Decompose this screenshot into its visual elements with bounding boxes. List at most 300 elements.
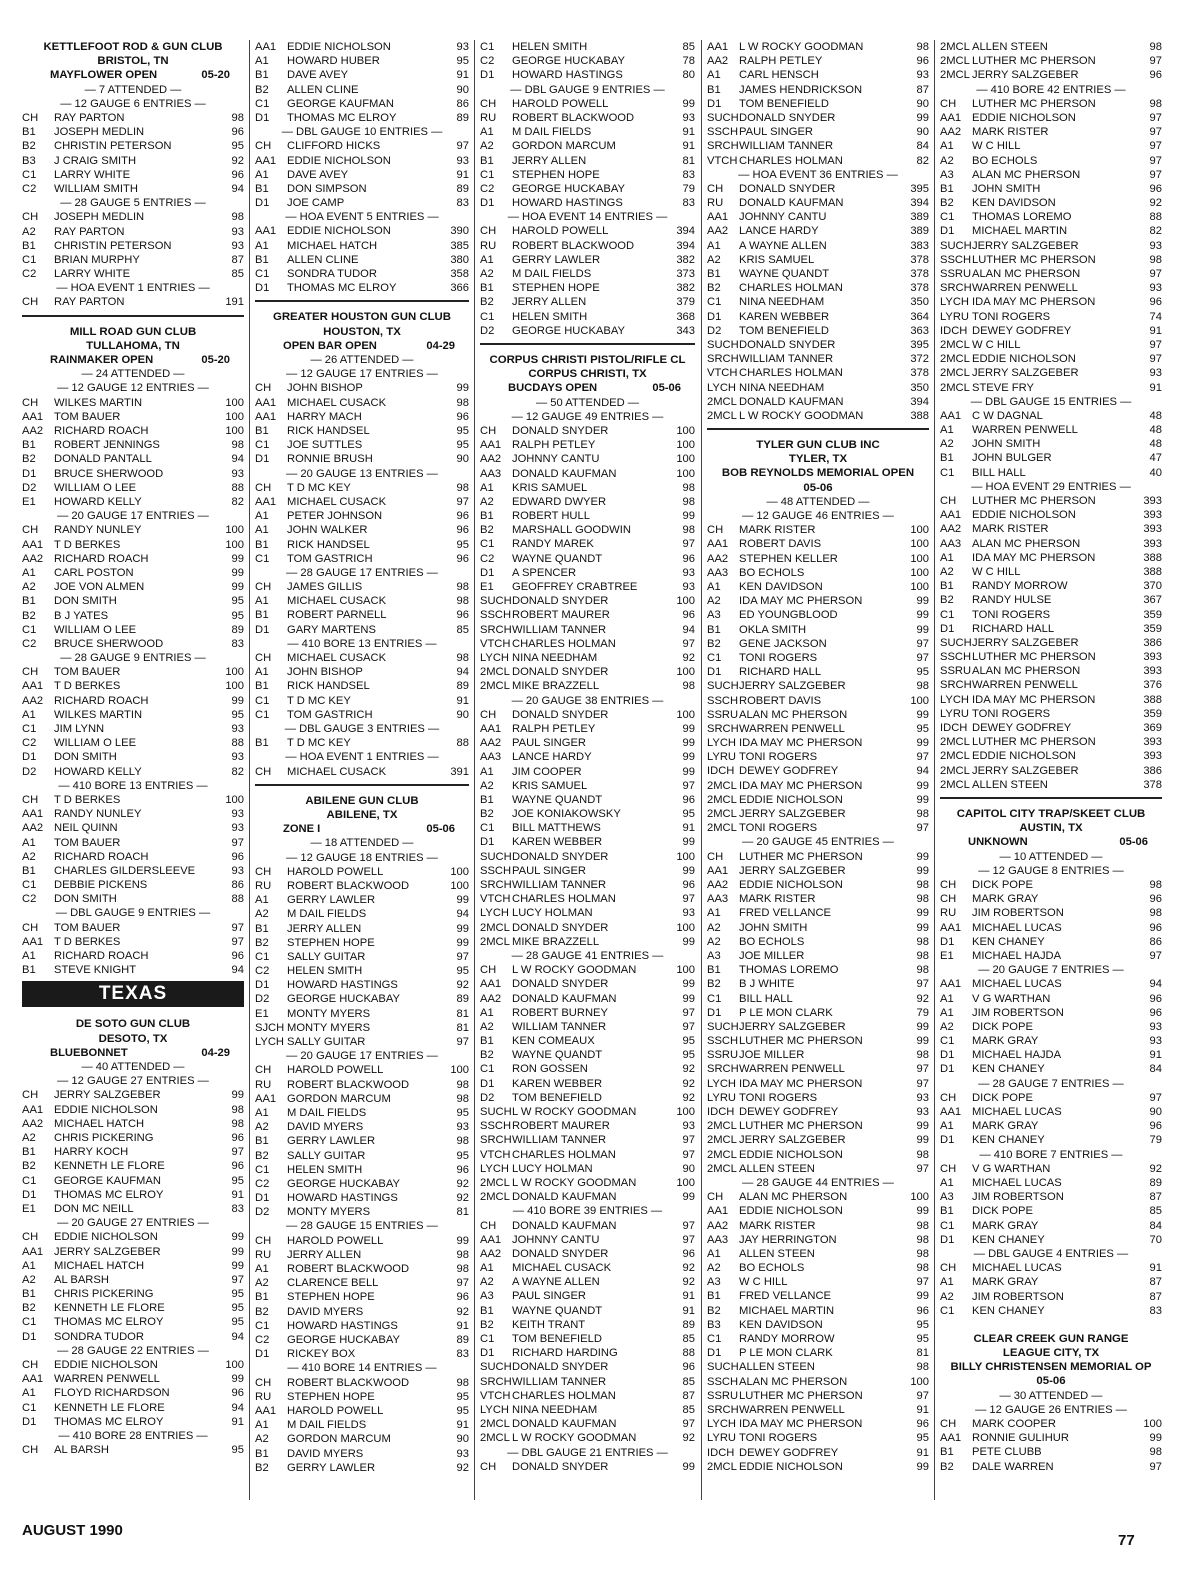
shooter-name: RAY PARTON [54,296,125,309]
result-row [22,821,244,835]
class-code: AA1 [940,509,962,522]
class-code: C2 [22,637,37,650]
score: 92 [682,1262,695,1275]
shooter-name: HOWARD HASTINGS [287,1319,398,1332]
class-code: SJCH [255,1021,285,1034]
score: 91 [682,822,695,835]
result-row [707,1460,929,1474]
class-code: AA1 [255,396,277,409]
shooter-name: MICHAEL HATCH [54,1117,145,1130]
result-row [22,523,244,537]
class-code: D2 [707,324,722,337]
result-row [480,1275,695,1289]
shoot-name: BLUEBONNET [50,1046,128,1059]
score: 97 [682,1418,695,1431]
shooter-name: DON SMITH [54,595,117,608]
class-code: RU [255,1390,272,1403]
shooter-name: SALLY GUITAR [287,950,366,963]
attendance: — 40 ATTENDED — [81,1061,185,1074]
shooter-name: FRED VELLANCE [739,907,832,920]
shooter-name: KEN DAVIDSON [739,581,823,594]
score: 95 [231,609,244,622]
shooter-name: PAUL SINGER [739,126,813,139]
club-header [940,1332,1162,1403]
score: 96 [231,1132,244,1145]
shooter-name: ROBERT MAURER [512,1120,610,1133]
score: 99 [916,111,929,124]
shooter-name: DAVE AVEY [287,168,349,181]
shooter-name: JERRY SALZGEBER [54,1089,161,1102]
score: 89 [682,1318,695,1331]
shooter-name: BRUCE SHERWOOD [54,637,164,650]
shooter-name: KENNETH LE FLORE [54,1302,165,1315]
score: 100 [910,581,929,594]
result-row [255,1120,469,1134]
class-code: C1 [22,723,37,736]
result-row [940,650,1162,664]
class-code: A2 [707,935,721,948]
shooter-name: BRIAN MURPHY [54,253,140,266]
class-code: B3 [22,154,36,167]
score: 96 [1149,992,1162,1005]
shooter-name: PAUL SINGER [512,864,586,877]
score: 90 [456,708,469,721]
shooter-name: THOMAS MC ELROY [287,111,397,124]
result-row [22,708,244,722]
class-code: A1 [940,140,954,153]
shooter-name: WAYNE QUANDT [512,793,603,806]
shooter-name: RANDY HULSE [972,594,1052,607]
result-row [940,281,1162,295]
result-row [940,906,1162,920]
score: 92 [682,1432,695,1445]
shooter-name: ROBERT BLACKWOOD [287,1078,410,1091]
result-row [255,608,469,622]
result-row [480,807,695,821]
shooter-name: WILLIAM TANNER [512,623,607,636]
score: 98 [916,879,929,891]
score: 394 [910,197,929,210]
result-row [940,1091,1162,1105]
club-name: CLEAR CREEK GUN RANGE [973,1332,1129,1345]
class-code: SRCH [480,1375,512,1388]
result-row [480,139,695,153]
result-row [255,97,469,111]
result-row [255,594,469,608]
class-code: A2 [22,1132,36,1145]
result-row [940,508,1162,522]
score: 97 [682,538,695,551]
shooter-name: EDDIE NICHOLSON [739,1460,843,1473]
class-code: A1 [255,510,269,523]
shooter-name: J CRAIG SMITH [54,154,137,167]
class-code: 2MCL [940,338,970,351]
class-code: CH [22,1231,39,1244]
score: 95 [916,1432,929,1445]
score: 99 [916,1290,929,1303]
class-code: B1 [255,424,269,437]
shooter-name: WILLIAM TANNER [512,1134,607,1147]
score: 93 [231,864,244,877]
section-divider [255,300,469,302]
shooter-name: JERRY ALLEN [287,1248,362,1261]
score: 98 [916,1148,929,1161]
result-row [255,523,469,537]
shooter-name: HOWARD KELLY [54,496,142,508]
event-subheading: — 20 GAUGE 27 ENTRIES — [57,1217,209,1230]
shooter-name: DAVE AVEY [287,69,349,82]
result-row [255,1163,469,1177]
class-code: A1 [22,566,36,579]
class-code: A3 [707,949,721,962]
shooter-name: JOSEPH MEDLIN [54,126,145,139]
class-code: CH [255,140,272,153]
result-row [940,54,1162,68]
section-divider [255,784,469,786]
score: 87 [1149,1290,1162,1303]
score: 100 [910,566,929,579]
event-subheading: — DBL GAUGE 9 ENTRIES — [510,83,665,96]
result-row [22,239,244,253]
shooter-name: GEORGE KAUFMAN [287,97,394,110]
class-code: CH [22,793,39,806]
score: 90 [456,1433,469,1446]
shooter-name: DONALD KAUFMAN [512,1418,617,1431]
shooter-name: JERRY SALZGEBER [972,69,1079,82]
shooter-name: ROBERT JENNINGS [54,439,160,452]
score: 93 [231,225,244,238]
score: 369 [1143,722,1162,735]
class-code: A1 [480,126,494,139]
result-row [707,1148,929,1162]
class-code: A2 [707,1262,721,1275]
attendance: — 26 ATTENDED — [310,354,414,367]
club-name: TYLER GUN CLUB INC [756,439,880,452]
club-location: TULLAHOMA, TN [86,339,180,352]
score: 94 [231,453,244,466]
score: 100 [676,964,695,977]
class-code: A1 [707,239,721,252]
shooter-name: GEORGE KAUFMAN [54,1174,161,1187]
result-row [255,253,469,267]
shooter-name: JIM COOPER [512,765,582,778]
result-row [480,821,695,835]
result-row [255,1262,469,1276]
shooter-name: LUTHER MC PHERSON [739,1120,863,1133]
score: 95 [456,1404,469,1417]
class-code: C1 [255,694,270,707]
shooter-name: ROBERT PARNELL [287,609,387,622]
score: 394 [676,225,695,238]
result-row [940,749,1162,763]
shooter-name: DICK POPE [972,879,1033,891]
score: 99 [916,1134,929,1147]
class-code: A1 [22,1259,36,1272]
result-row [22,1117,244,1131]
shooter-name: MARK GRAY [972,893,1039,906]
shooter-name: JOHN BISHOP [287,666,363,679]
shooter-name: ALAN MC PHERSON [739,1375,848,1388]
class-code: SRCH [940,679,972,692]
score: 92 [456,1305,469,1318]
result-row [480,906,695,920]
result-row [707,40,929,54]
score: 86 [456,97,469,110]
shooter-name: TONI ROGERS [972,310,1051,323]
result-row [255,936,469,950]
shooter-name: PETER JOHNSON [287,510,383,523]
event-subheading: — DBL GAUGE 4 ENTRIES — [973,1247,1129,1260]
shooter-name: STEPHEN HOPE [287,1390,375,1403]
score: 95 [231,1174,244,1187]
class-code: AA1 [940,111,962,124]
score: 84 [1149,1219,1162,1232]
class-code: AA3 [707,566,729,579]
result-row [940,522,1162,536]
shooter-name: L W ROCKY GOODMAN [512,1176,637,1189]
shooter-name: FRED VELLANCE [739,1290,832,1303]
result-row [480,1162,695,1176]
score: 93 [1149,282,1162,295]
result-row [940,97,1162,111]
class-code: SUCH [940,239,972,252]
shooter-name: DON MC NEILL [54,1202,134,1215]
shooter-name: CHARLES HOLMAN [512,1389,616,1402]
shooter-name: TOM BENEFIELD [739,324,829,337]
shoot-name: RAINMAKER OPEN [50,354,154,367]
score: 99 [916,907,929,920]
result-row [255,1248,469,1262]
shooter-name: IDA MAY MC PHERSON [972,693,1096,706]
score: 85 [231,268,244,281]
event-subheading: — DBL GAUGE 21 ENTRIES — [507,1446,668,1459]
result-row [707,566,929,580]
class-code: VTCH [480,637,511,650]
column-5 [940,40,1162,1510]
score: 95 [231,595,244,608]
shooter-name: WARREN PENWELL [972,282,1078,295]
shooter-name: MARK RISTER [739,1219,816,1232]
result-row [940,1304,1162,1318]
shooter-name: CHRISTIN PETERSON [54,239,172,252]
result-row [940,111,1162,125]
shooter-name: LUTHER MC PHERSON [972,253,1096,266]
shooter-name: AL BARSH [54,1444,109,1457]
score: 78 [682,55,695,68]
score: 367 [1143,594,1162,607]
score: 99 [916,793,929,806]
class-code: SRCH [707,1403,739,1416]
score: 386 [1143,636,1162,649]
score: 82 [231,496,244,508]
result-row [707,1190,929,1204]
class-code: A1 [255,1263,269,1276]
result-row [480,850,695,864]
shooter-name: JOHN SMITH [739,921,808,934]
shooter-name: MICHAEL LUCAS [972,978,1062,991]
class-code: A1 [22,708,36,721]
score: 88 [231,481,244,494]
score: 364 [910,310,929,323]
result-row [255,1106,469,1120]
class-code: B1 [255,609,269,622]
shooter-name: MARK GRAY [972,1120,1039,1133]
class-code: AA1 [940,409,962,422]
class-code: LYCH [707,1077,737,1090]
shooter-name: WILLIAM SMITH [54,182,138,195]
result-row [480,310,695,324]
result-row [480,1375,695,1389]
shooter-name: CHRIS PICKERING [54,1288,154,1301]
score: 96 [456,510,469,523]
result-row [707,807,929,821]
result-row [480,623,695,637]
result-row [707,694,929,708]
event-subheading: — 20 GAUGE 7 ENTRIES — [978,964,1124,977]
class-code: A1 [255,1106,269,1119]
score: 378 [910,268,929,281]
class-code: B1 [255,69,269,82]
result-row [255,410,469,424]
club-location: TYLER, TX [788,453,848,466]
shooter-name: WARREN PENWELL [54,1373,160,1386]
event-subheading: — 12 GAUGE 46 ENTRIES — [742,510,894,523]
shooter-name: STEPHEN KELLER [739,552,838,565]
result-row [940,295,1162,309]
shooter-name: IDA MAY MC PHERSON [739,1077,863,1090]
result-row [480,651,695,665]
score: 93 [682,566,695,579]
score: 91 [682,126,695,139]
class-code: A1 [480,481,494,494]
class-code: B2 [940,1460,954,1473]
class-code: D1 [255,623,270,636]
result-row [707,1304,929,1318]
class-code: CH [480,97,497,110]
shooter-name: MARK RISTER [739,524,816,537]
event-subheading: — 410 BORE 14 ENTRIES — [287,1362,437,1375]
result-row [22,1202,244,1216]
score: 79 [1149,1134,1162,1147]
class-code: AA2 [707,879,729,891]
result-row [22,1230,244,1244]
shooter-name: STEVE FRY [972,381,1034,394]
score: 94 [456,666,469,679]
class-code: A1 [255,524,269,537]
score: 85 [682,1403,695,1416]
class-code: D1 [22,1188,37,1201]
class-code: A1 [707,1247,721,1260]
shooter-name: GEORGE HUCKABAY [287,993,400,1006]
score: 87 [916,83,929,96]
score: 99 [456,382,469,395]
score: 378 [910,282,929,295]
score: 81 [456,1021,469,1034]
shooter-name: MARK RISTER [972,523,1049,536]
score: 97 [1149,1091,1162,1104]
score: 91 [456,168,469,181]
score: 96 [916,1304,929,1317]
class-code: AA1 [940,921,962,934]
score: 89 [456,182,469,195]
class-code: B2 [255,936,269,949]
result-row [22,836,244,850]
result-row [22,1145,244,1159]
result-row [940,579,1162,593]
score: 393 [1143,750,1162,763]
score: 88 [231,893,244,906]
score: 83 [1149,1304,1162,1317]
class-code: A2 [480,140,494,153]
score: 95 [456,965,469,978]
result-row [255,1007,469,1021]
result-row [255,267,469,281]
score: 93 [916,1106,929,1118]
class-code: B2 [255,1461,269,1474]
score: 350 [910,296,929,309]
shooter-name: RONNIE BRUSH [287,453,373,466]
shooter-name: DAVID MYERS [287,1305,364,1318]
result-row [480,1460,695,1474]
result-row [940,636,1162,650]
result-row [255,950,469,964]
class-code: CH [940,1418,957,1431]
class-code: AA2 [22,694,44,707]
score: 85 [682,41,695,53]
score: 98 [456,1376,469,1389]
score: 370 [1143,580,1162,593]
result-row [22,125,244,139]
class-code: C1 [940,466,955,479]
shooter-name: RICK HANDSEL [287,680,370,693]
shooter-name: IDA MAY MC PHERSON [972,551,1096,564]
result-row [480,1006,695,1020]
result-row [480,580,695,594]
result-row [707,68,929,82]
result-row [255,396,469,410]
event-subheading: — DBL GAUGE 3 ENTRIES — [284,722,440,735]
class-code: SUCH [707,338,739,351]
class-code: LYCH [940,296,970,309]
class-code: B2 [480,524,494,537]
class-code: B2 [480,1318,494,1331]
result-row [940,664,1162,678]
result-row [255,1347,469,1361]
class-code: VTCH [480,1148,511,1161]
class-code: A2 [707,253,721,266]
class-code: SUCH [707,1020,739,1033]
class-code: B2 [22,1302,36,1315]
result-row [255,1276,469,1290]
class-code: 2MCL [940,778,970,791]
class-code: A1 [255,894,269,907]
score: 92 [682,1276,695,1289]
class-code: D1 [480,836,495,849]
class-code: RU [707,197,724,210]
result-row [707,54,929,68]
score: 96 [1149,182,1162,195]
shooter-name: ALLEN STEEN [972,41,1048,53]
result-row [22,736,244,750]
result-row [255,765,469,779]
class-code: A1 [255,239,269,252]
shooter-name: JIM ROBERTSON [972,1006,1064,1019]
shooter-name: JERRY SALZGEBER [739,1020,846,1033]
result-row [255,239,469,253]
score: 98 [682,495,695,508]
score: 95 [916,1318,929,1331]
shooter-name: RANDY NUNLEY [54,524,142,537]
